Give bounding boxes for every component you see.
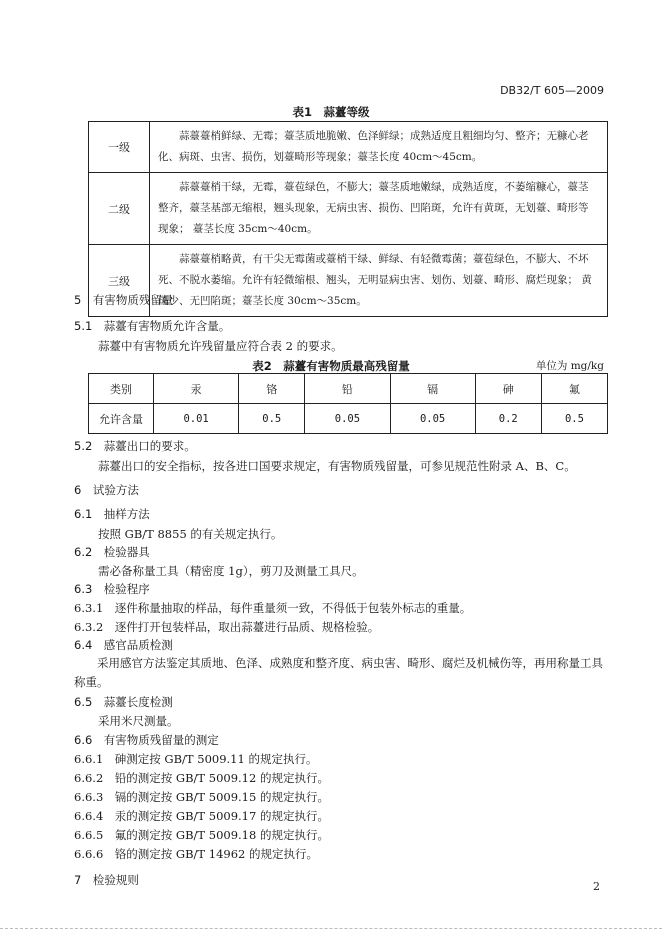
page-number: 2 (593, 880, 600, 893)
section-6-6-6-text: 6.6.6 铬的测定按 GB/T 14962 的规定执行。 (74, 847, 318, 861)
section-5-heading: 5 有害物质残留量 (74, 293, 174, 307)
grade-cell: 一级 (89, 122, 150, 173)
grade-desc-cell: 蒜薹薹梢鲜绿、无霉；薹茎质地脆嫩、色泽鲜绿；成熟适度且粗细均匀、整齐；无糠心老化、病斑、虫害、损伤，划薹畸形等现象；薹茎长度 40cm～45cm。 (150, 122, 608, 173)
section-6-3-2-text: 6.3.2 逐件打开包装样品，取出蒜薹进行品质、规格检验。 (74, 620, 380, 634)
grade-cell: 二级 (89, 173, 150, 245)
section-6-5-heading: 6.5 蒜薹长度检测 (74, 695, 173, 709)
section-6-2-heading: 6.2 检验器具 (74, 545, 150, 559)
residue-table (88, 373, 608, 434)
section-6-5-text: 采用米尺测量。 (98, 714, 179, 728)
value-cell: 0.5 (239, 404, 305, 434)
grade-cell: 三级 (89, 245, 150, 317)
section-6-2-text: 需必备称量工具（精密度 1g），剪刀及测量工具尺。 (98, 564, 364, 578)
table2-unit: 单位为 mg/kg (535, 360, 604, 372)
section-6-1-text: 按照 GB/T 8855 的有关规定执行。 (98, 527, 283, 541)
section-5-1-heading: 5.1 蒜薹有害物质允许含量。 (74, 319, 231, 333)
section-6-6-heading: 6.6 有害物质残留量的测定 (74, 733, 219, 747)
table-row (89, 122, 608, 173)
table-header-row (89, 374, 608, 404)
value-cell: 0.05 (305, 404, 390, 434)
bottom-rule (0, 928, 662, 929)
table-header-cell: 铬 (239, 374, 305, 404)
table-row (89, 404, 608, 434)
value-cell: 0.05 (390, 404, 475, 434)
section-5-2-text: 蒜薹出口的安全指标，按各进口国要求规定，有害物质残留量，可参见规范性附录 A、B、C。 (98, 459, 576, 473)
grade-table (88, 121, 608, 317)
section-6-6-5-text: 6.6.5 氟的测定按 GB/T 5009.18 的规定执行。 (74, 828, 329, 842)
section-6-1-heading: 6.1 抽样方法 (74, 507, 150, 521)
table-header-cell: 砷 (475, 374, 541, 404)
doc-code: DB32/T 605—2009 (500, 84, 604, 97)
section-6-4-text: 采用感官方法鉴定其质地、色泽、成熟度和整齐度、病虫害、畸形、腐烂及机械伤等，再用称量工具称重。 (74, 656, 603, 689)
table2-caption: 表2 蒜薹有害物质最高残留量 (252, 359, 410, 373)
table-header-cell: 镉 (390, 374, 475, 404)
table-header-cell: 氟 (541, 374, 607, 404)
section-6-3-heading: 6.3 检验程序 (74, 582, 150, 596)
value-cell: 0.2 (475, 404, 541, 434)
section-6-4-heading: 6.4 感官品质检测 (74, 638, 173, 652)
table-row (89, 173, 608, 245)
table-header-cell: 汞 (154, 374, 239, 404)
section-6-3-1-text: 6.3.1 逐件称量抽取的样品，每件重量须一致，不得低于包装外标志的重量。 (74, 601, 472, 615)
value-cell: 0.5 (541, 404, 607, 434)
section-5-1-text: 蒜薹中有害物质允许残留量应符合表 2 的要求。 (98, 339, 343, 353)
grade-desc-cell: 蒜薹薹梢干绿，无霉，薹苞绿色，不膨大；薹茎质地嫩绿，成熟适度，不萎缩糠心，薹茎整齐，薹茎基部无缩根，翘头现象，无病虫害、损伤、凹陷斑，允许有黄斑，无划薹、畸形等现象； 薹茎长度 35cm～40cm。 (150, 173, 608, 245)
section-6-6-4-text: 6.6.4 汞的测定按 GB/T 5009.17 的规定执行。 (74, 809, 329, 823)
table-header-cell: 类别 (89, 374, 154, 404)
section-6-6-1-text: 6.6.1 砷测定按 GB/T 5009.11 的规定执行。 (74, 752, 318, 766)
table1-caption: 表1 蒜薹等级 (292, 105, 370, 119)
grade-desc-cell: 蒜薹薹梢略黄，有干尖无霉菌或薹梢干绿、鲜绿、有轻微霉菌；薹苞绿色，不膨大、不坏死、不脱水萎缩。允许有轻微缩根、翘头，无明显病虫害、划伤、划薹、畸形、腐烂现象； 黄斑少、无凹陷斑；薹茎长度 30cm～35cm。 (150, 245, 608, 317)
row-label-cell: 允许含量 (89, 404, 154, 434)
section-6-6-2-text: 6.6.2 铅的测定按 GB/T 5009.12 的规定执行。 (74, 771, 329, 785)
section-7-heading: 7 检验规则 (74, 873, 139, 887)
section-6-6-3-text: 6.6.3 镉的测定按 GB/T 5009.15 的规定执行。 (74, 790, 329, 804)
section-5-2-heading: 5.2 蒜薹出口的要求。 (74, 439, 196, 453)
table-header-cell: 铅 (305, 374, 390, 404)
value-cell: 0.01 (154, 404, 239, 434)
section-6-heading: 6 试验方法 (74, 483, 139, 497)
